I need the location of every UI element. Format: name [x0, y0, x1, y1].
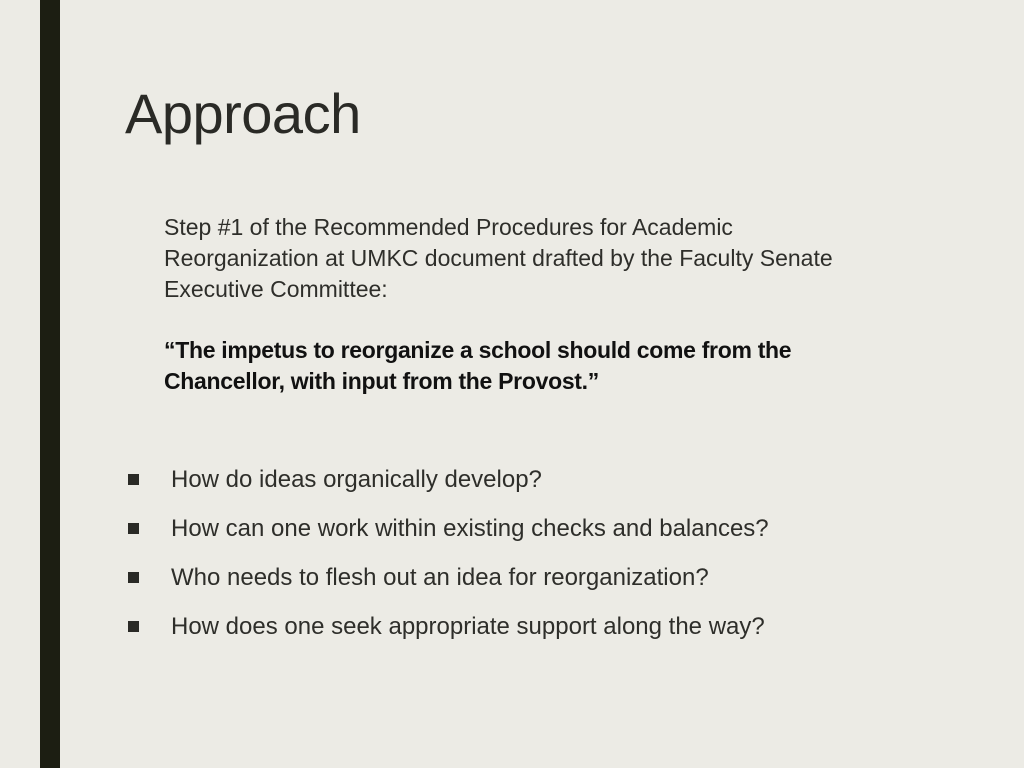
- square-bullet-icon: [128, 572, 139, 583]
- quote-text: “The impetus to reorganize a school should come from the Chancellor, with input from the Provost.”: [164, 337, 792, 394]
- accent-bar: [40, 0, 60, 768]
- bullet-text: How do ideas organically develop?: [171, 465, 542, 493]
- intro-text: Step #1 of the Recommended Procedures for Academic Reorganization at UMKC document drafted by the Faculty Senate Executive Committee:: [164, 214, 833, 302]
- bullet-text: How does one seek appropriate support along the way?: [171, 612, 765, 640]
- bullet-text: How can one work within existing checks and balances?: [171, 514, 769, 542]
- bullet-item: [126, 504, 769, 553]
- square-bullet-icon: [128, 621, 139, 632]
- bullet-text: Who needs to flesh out an idea for reorganization?: [171, 563, 709, 591]
- bullet-item: [126, 455, 769, 504]
- bullet-item: [126, 602, 769, 651]
- square-bullet-icon: [128, 474, 139, 485]
- square-bullet-icon: [128, 523, 139, 534]
- bullet-list: [126, 455, 769, 651]
- bullet-item: [126, 553, 769, 602]
- slide-title: Approach: [125, 82, 361, 145]
